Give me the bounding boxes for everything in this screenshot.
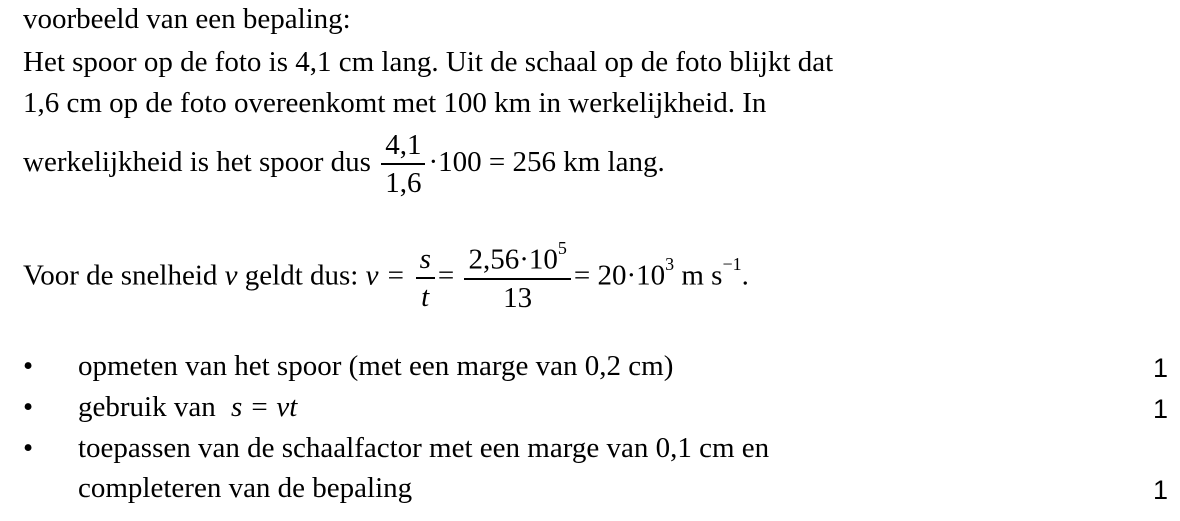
bullet-2-score: 1 <box>1152 394 1168 424</box>
bullet-3-score: 1 <box>1152 475 1168 505</box>
unit-exponent: −1 <box>722 254 742 275</box>
speed-prefix2: geldt dus: <box>244 259 359 292</box>
fraction-s-over-t <box>416 244 435 313</box>
speed-line <box>23 228 749 316</box>
fraction-time: 13 <box>503 281 533 314</box>
eq-v: v = <box>365 259 406 292</box>
fraction-numerator: 4,1 <box>381 130 425 165</box>
bullet-2-formula: s = vt <box>230 391 298 423</box>
bullet-3-symbol: • <box>23 432 34 464</box>
eq-sign: = <box>437 259 455 292</box>
para-line-1: Het spoor op de foto is 4,1 cm lang. Uit de schaal op de foto blijkt dat <box>23 46 834 78</box>
bullet-1-symbol: • <box>23 350 34 382</box>
result-exponent: 3 <box>665 254 675 275</box>
equation-length: ·100 = 256 km <box>428 146 601 178</box>
fraction-distance-exponent: 5 <box>557 238 567 259</box>
bullet-3-text-line-2: completeren van de bepaling <box>78 472 413 504</box>
unit-main: m s <box>681 259 723 292</box>
heading: voorbeeld van een bepaling: <box>23 3 351 35</box>
fraction-denominator: 1,6 <box>385 167 422 200</box>
bullet-2-symbol: • <box>23 391 34 423</box>
para-line-3 <box>23 126 665 199</box>
fraction-t: t <box>421 281 430 313</box>
result-main: = 20·10 <box>573 259 666 292</box>
fraction-distance-over-time <box>464 238 570 314</box>
fraction-distance <box>464 238 570 280</box>
bullet-1-score: 1 <box>1152 353 1168 383</box>
speed-end: . <box>741 259 749 292</box>
fraction-distance-main: 2,56·10 <box>468 243 558 276</box>
speed-prefix: Voor de snelheid <box>23 259 218 292</box>
para-line-2: 1,6 cm op de foto overeenkomt met 100 km in werkelijkheid. In <box>23 87 767 119</box>
fraction-s: s <box>416 244 435 279</box>
bullet-2-prefix: gebruik van <box>78 391 216 423</box>
bullet-2-text <box>78 391 297 424</box>
bullet-1-text: opmeten van het spoor (met een marge van 0,2 cm) <box>78 350 674 382</box>
para-line-3-prefix: werkelijkheid is het spoor dus <box>23 146 371 178</box>
bullet-3-text-line-1: toepassen van de schaalfactor met een marge van 0,1 cm en <box>78 432 770 464</box>
para-line-3-suffix: lang. <box>607 146 665 178</box>
fraction-length <box>381 130 425 199</box>
var-v: v <box>224 259 238 292</box>
